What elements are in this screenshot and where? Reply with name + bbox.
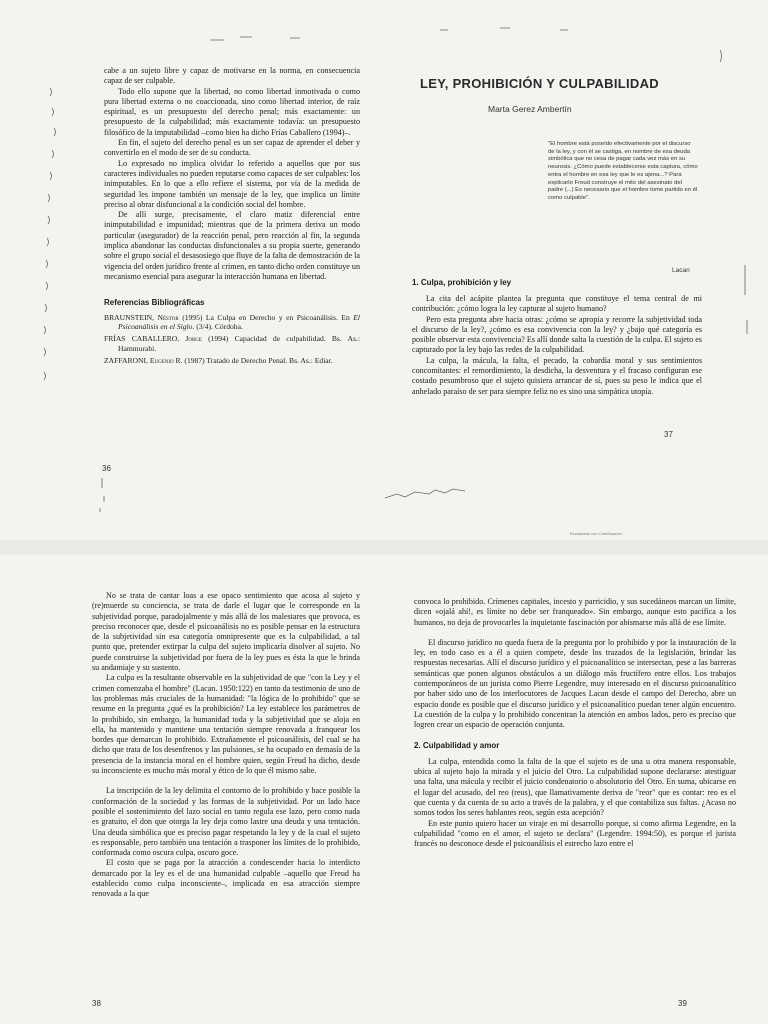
paragraph: De allí surge, precisamente, el claro matiz diferencial entre inimputabilidad e impunidad; mientras que de la primera deriva un modo particular (asegurador) de la reacción penal, pero reacción al fin, la segunda implica abandonar las conductas disfuncionales a su propia suerte, generando sobre el grupo social el desasosiego que fluye de la falta de demostración de la vigencia del orden jurídico frente al crimen, en tanto dicho orden constituye un mecanismo esencial para asegurar la interacción humana en libertad.	[104, 210, 360, 281]
article-title: LEY, PROHIBICIÓN Y CULPABILIDAD	[420, 76, 659, 91]
page-37-body	[412, 294, 702, 397]
page-38-body	[92, 591, 360, 900]
reference-entry	[104, 334, 360, 353]
page-38	[0, 555, 384, 1024]
reference-text: (1995) La Culpa en Derecho y en Psicoanálisis. En	[182, 312, 354, 322]
reference-author: FRÍAS CABALLERO, Jorge	[104, 334, 202, 344]
reference-source: El Psicoanálisis en el Siglo.	[118, 312, 360, 331]
section-heading: 1. Culpa, prohibición y ley	[412, 278, 512, 287]
paragraph: Pero esta pregunta abre hacia otras: ¿cómo se apropia y recorre la subjetividad toda el discurso de la ley?, ¿cómo es esa convivencia con la ley? y ¿bajo qué categoría es posible observar esta convivencia? Es allí donde salta la cuestión de la culpa. El sujeto es capturado por la ley bajo las redes de la culpabilidad.	[412, 314, 702, 355]
page-36	[0, 0, 384, 540]
paragraph: La cita del acápite plantea la pregunta que constituye el tema central de mi contribución: ¿cómo logra la ley capturar al sujeto humano?	[412, 294, 702, 314]
page-39-body	[414, 597, 736, 850]
paragraph: El costo que se paga por la atracción a condescender hacia lo interdicto demarcado por la ley es el de una humanidad culpable –aquello que Freud ha establecido como culpa inconsciente–, implicada en esa atracción siempre renovada a la que	[92, 858, 360, 899]
page-number: 38	[92, 999, 101, 1008]
reference-tail: (3/4). Córdoba.	[194, 321, 243, 331]
reference-author: BRAUNSTEIN, Néstor	[104, 312, 179, 322]
paragraph: La inscripción de la ley delimita el contorno de lo prohibido y hace posible la conformación de la sociedad y las formas de la subjetividad. Por un lado hace posible el sostenimiento del lazo social en tanto regula ese lazo, pero como nada es gratuito, el don que otorga la ley deja como lastre una deuda y una tentación. Una deuda simbólica que es preciso pagar respetando la ley y de la cual el sujeto es responsable, pero también una tentación a trasponer los límites de lo prohibido, conformada como oscura culpa, oscuro goce.	[92, 786, 360, 858]
top-scribble	[440, 28, 722, 62]
page-36-body	[104, 66, 360, 369]
paragraph: No se trata de cantar loas a ese opaco sentimiento que acosa al sujeto y (re)muerde su conciencia, se trata de darle el lugar que le corresponde en la subjetividad porque, paradojalmente y más allá de los malestares que provoca, es preciso reconocer que, desde el psicoanálisis no es posible pensar en la estructura de la subjetividad sin esa categoría omnipresente que es la culpabilidad, a tal punto que, pretender extirpar la culpa del sujeto implicaría disolver al sujeto. No puede construirse la subjetividad por fuera de la ley pues es ésta la que le brinda su andamiaje y su sustento.	[92, 591, 360, 673]
page-39	[384, 555, 768, 1024]
section-heading: 2. Culpabilidad y amor	[414, 740, 500, 750]
paragraph: En fin, el sujeto del derecho penal es un ser capaz de aprender el deber y convertirlo en el modo de ser de su conducta.	[104, 138, 360, 158]
epigraph-quote: "El hombre está poseído efectivamente por el discurso de la ley, y con él se castiga, en nombre de esa deuda simbólica que no cesa de pagar cada vez más en su neurosis. ¿Cómo puede establecerse esta captura, cómo entra el hombre en esa ley que le es ajena...? Para explicarlo Freud construye el mito del asesinato del padre (...) Es necesario que el hombre tome partido en él como culpable".	[548, 141, 698, 201]
paragraph: La culpa es la resultante observable en la subjetividad de que "con la Ley y el crimen comenzaba el hombre" (Lacan. 1950:122) en tanto da testimonio de uno de los problemas más cruciales de la humanidad: "la lógica de lo prohibido" que se resume en la pregunta ¿qué es la prohibición? La ley establece los parámetros de lo prohibido, sin embargo, la humanidad toda y la subjetividad que se aloja en ella, ha mantenido y mantiene una tentación siempre renovada a franquear los bordes que demarcan lo prohibido. Extrañamente el psicoanálisis, del cual se ha dicho que trata de los desenfrenos y las pulsiones, se ha ocupado en demasía de la presencia de la instancia moral en el hombre quien, según Freud ha dicho, desde su inconsciente es mucho más moral y ético de lo que él mismo sabe.	[92, 673, 360, 776]
epigraph-attribution: Lacan	[672, 267, 690, 274]
page-spread-divider	[0, 540, 768, 555]
paragraph: El discurso jurídico no queda fuera de la pregunta por lo prohibido y por la instauración de la ley, en todo caso es a él a quien compete, desde los trazados de la legislación, brindar las respuestas necesarias. Allí el discurso jurídico y el psicoanalítico se intersectan, pese a las barreras semánticas que ponen algunos obstáculos a un diálogo más fructífero entre ellos. Los trabajos contemporáneos de un jurista como Pierre Legendre, muy interesado en el discurso psicoanalítico por haber sido uno de los interlocutores de Jacques Lacan desde el campo del Derecho, abre un espacio donde es posible que el discurso jurídico y el psicoanalítico puedan tener algún encuentro. La cuestión de la culpa y lo prohibido concentran la atención en ambos lados, pero es preciso que logren crear un espacio de operación conjunta.	[414, 637, 736, 730]
page-number: 37	[664, 430, 673, 439]
article-author: Marta Gerez Ambertín	[488, 104, 572, 114]
paragraph: Todo ello supone que la libertad, no como libertad inmotivada o como pura libertad externa o no coaccionada, sino como libertad interior, de raíz espiritual, es un presupuesto del derecho penal; más exactamente: un presupuesto de la culpabilidad; más exactamente todavía: un presupuesto filosófico de la imputabilidad –como bien ha dicho Frías Caballero (1994)–.	[104, 86, 360, 137]
paragraph: convoca lo prohibido. Crímenes capitales, incesto y parricidio, y sus sucedáneos marcan un límite, dicen «ojalá ahí!, es límite no debe ser franqueado». Sin embargo, aunque esto pacifica a los humanos, no deja de provocarles la inquietante fascinación por abismarse más allá de ese límite.	[414, 597, 736, 627]
references-heading: Referencias Bibliográficas	[104, 298, 205, 308]
paragraph: cabe a un sujeto libre y capaz de motivarse en la norma, en consecuencia capaz de ser culpable.	[104, 66, 360, 86]
reference-entry	[104, 313, 360, 332]
reference-text: (1987) Tratado de Derecho Penal. Bs. As.: Ediar.	[184, 356, 333, 366]
paragraph: La culpa, la mácula, la falta, el pecado, la cobardía moral y sus sentimientos concomitantes: el remordimiento, la desdicha, la desventura y el fracaso configuran ese costado pesumbroso que el sujeto quisiera arrancar de sí, pues su peso le indica que el anhelado paraíso de ser para siempre feliz no es sino una simpática utopía.	[412, 355, 702, 396]
edge-mark	[745, 265, 747, 334]
scanner-watermark: Escaneado con CamScanner	[570, 531, 623, 536]
paragraph: En este punto quiero hacer un viraje en mi desarrollo porque, si como afirma Legendre, en la culpabilidad "como en el amor, el sujeto se declara" (Legendre. 1994:50), es porque el jurista francés no desconoce desde el psicoanálisis el estrecho lazo entre el	[414, 818, 736, 849]
page-number: 39	[678, 999, 687, 1008]
reference-author: ZAFFARONI, Eugenio R.	[104, 356, 183, 366]
reference-text: (1994) Capacidad de culpabilidad. Bs. As.: Hammurabi.	[118, 334, 360, 353]
paragraph: La culpa, entendida como la falta de la que el sujeto es de una u otra manera responsable, ubica al sujeto bajo la mirada y el juicio del Otro. La culpabilidad supone declararse: atestiguar una falta, una mácula y recibir el juicio condenatorio o absolutorio del Otro. En suma, ubicarse en el lugar del acusado, del reo (reus), que llamativamente deriva de "reor" que es contar: reo es el que cuenta y da cuenta de su acto a través de la palabra, y el que contabiliza sus faltas. ¿Acaso no somos todos los seres hablantes reos, según esta acepción?	[414, 756, 736, 818]
reference-entry	[104, 356, 360, 365]
paragraph: Lo expresado no implica olvidar lo referido a aquellos que por sus caracteres individuales no pueden reputarse como capaces de ser culpables: los inimputables. En lo que a ello refiere el sistema, por vía de la medida de seguridad les impone también un mensaje de la ley, que implica un límite preciso al obrar disfuncional a la condición social del hombre.	[104, 158, 360, 209]
page-number: 36	[102, 464, 111, 473]
handwriting-scribble	[385, 489, 465, 498]
